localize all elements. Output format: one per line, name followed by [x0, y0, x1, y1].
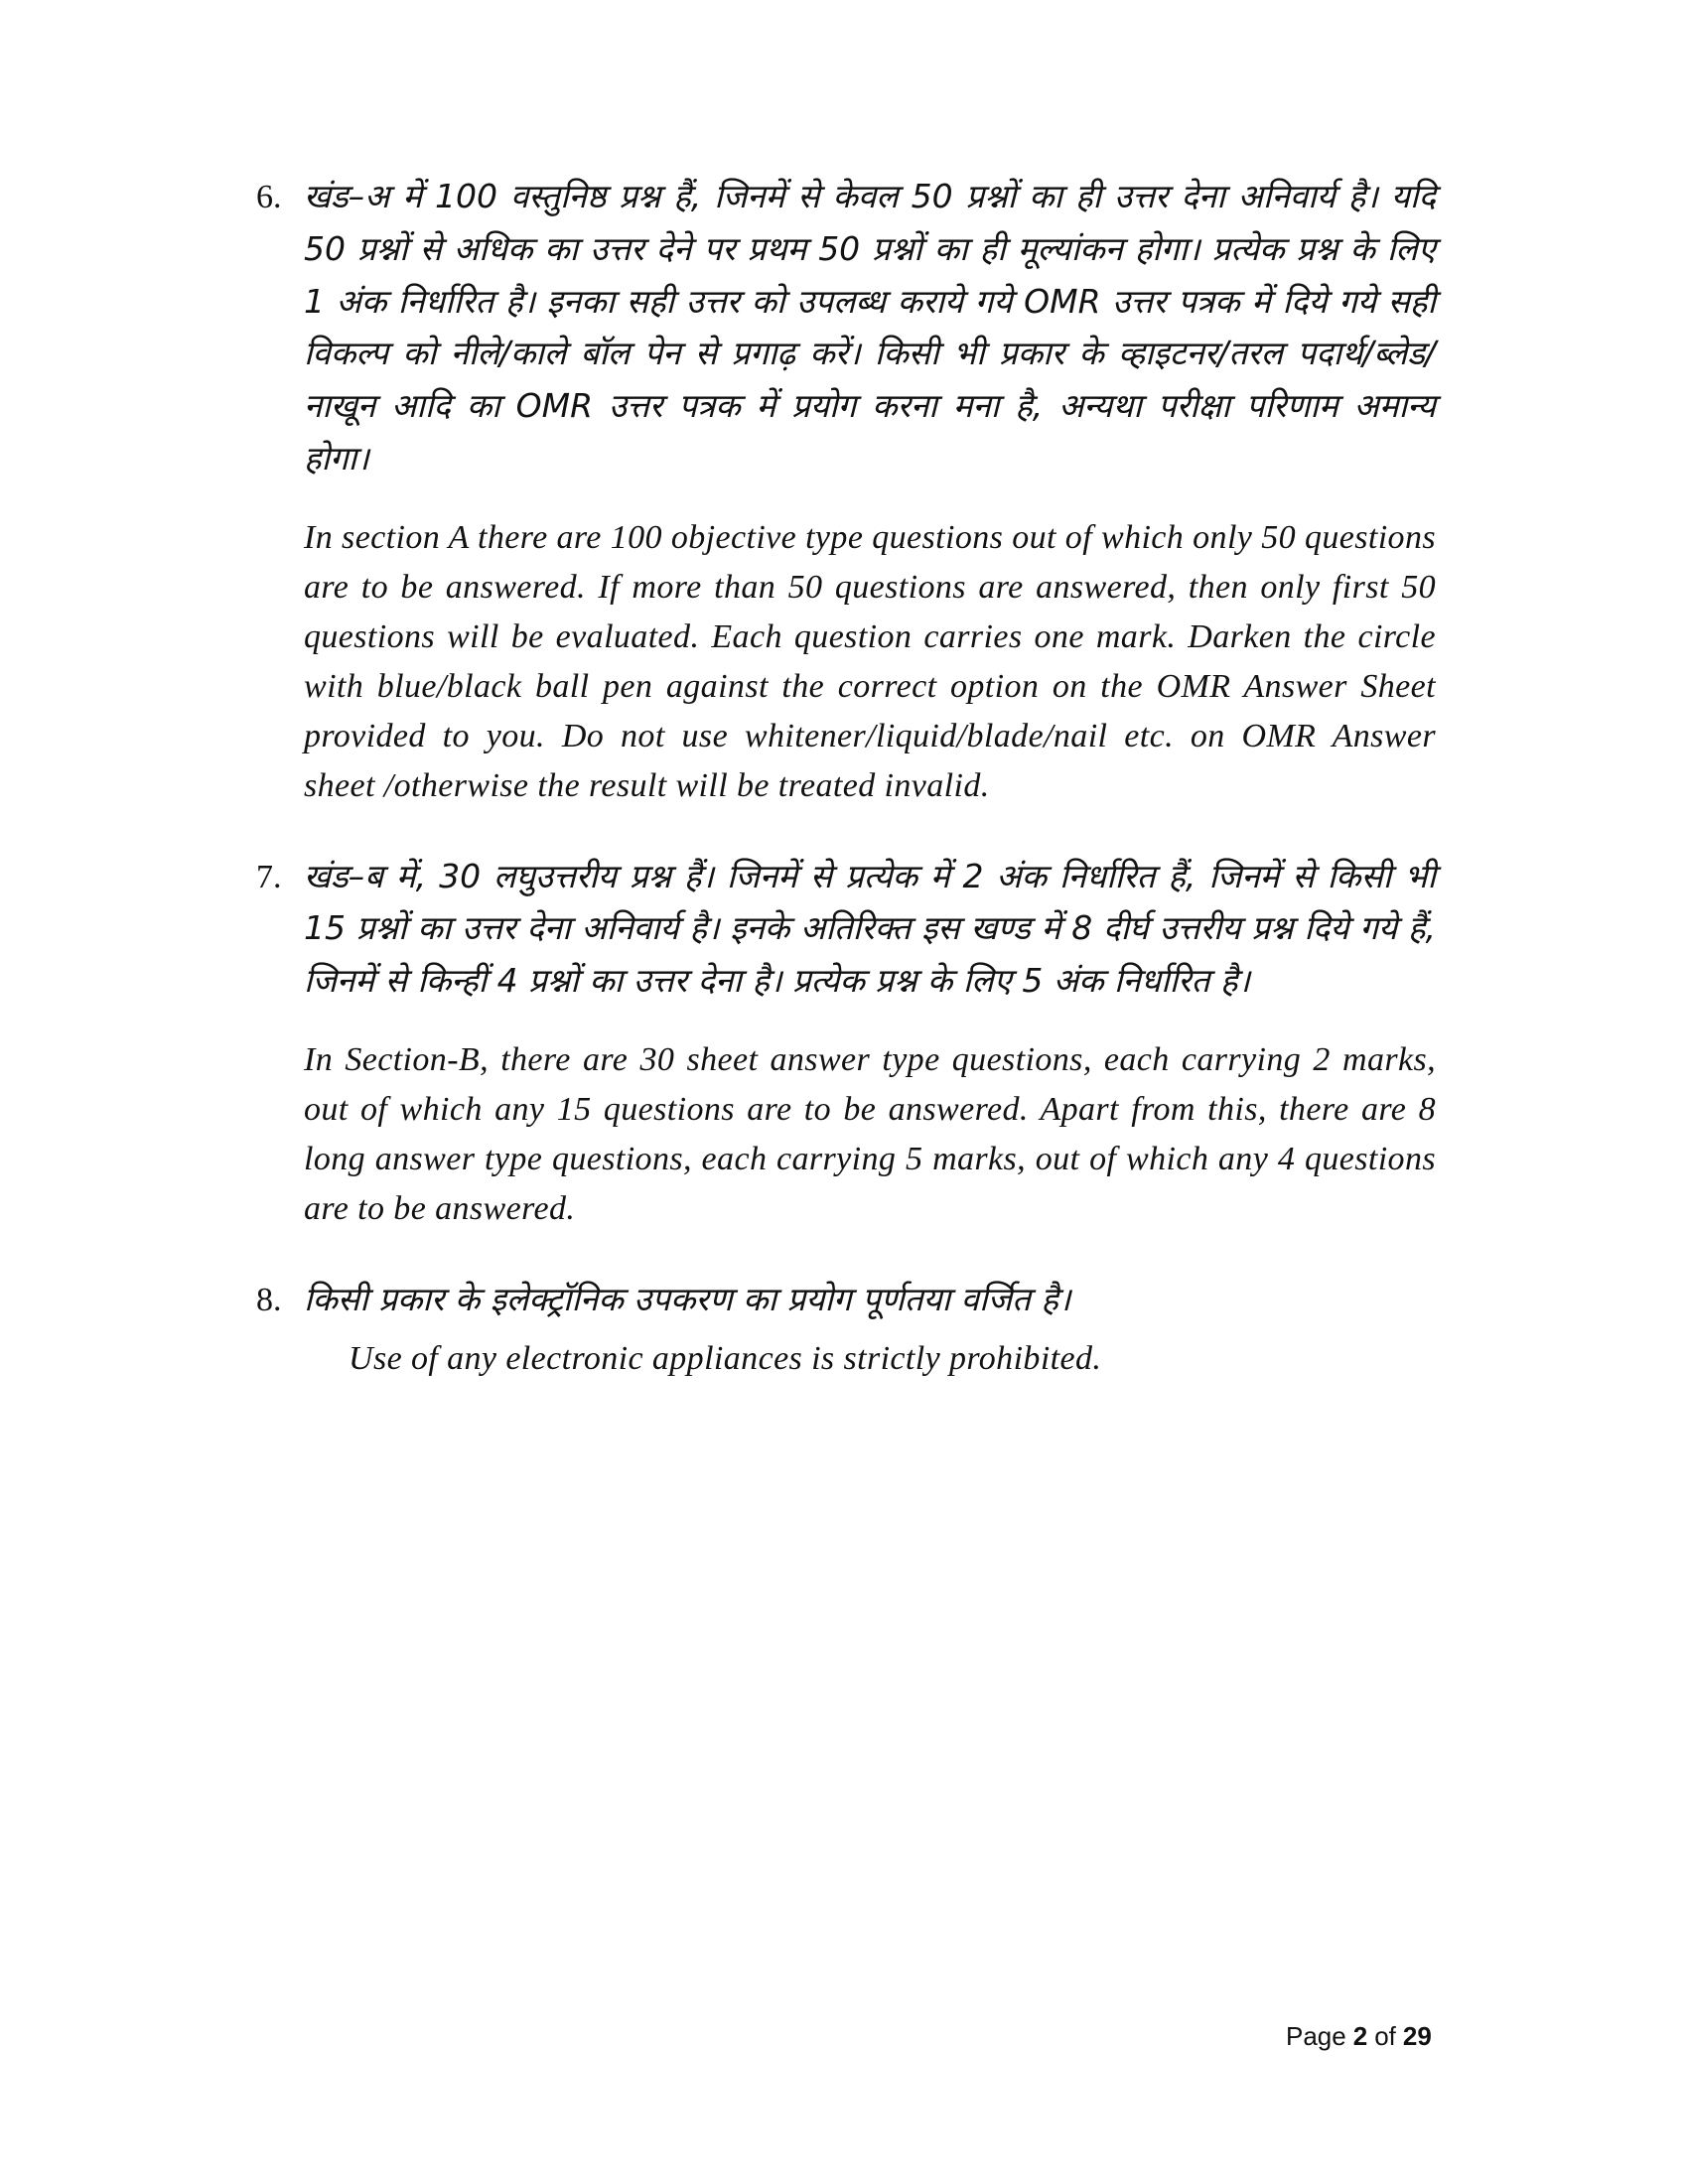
footer-of-label: of: [1374, 2021, 1396, 2051]
instruction-item-6: [256, 171, 1436, 811]
footer-total-pages: 29: [1402, 2021, 1432, 2051]
page-footer: [1286, 2021, 1432, 2052]
item-number: 7.: [256, 858, 282, 895]
item-number: 8.: [256, 1281, 282, 1318]
english-instruction-text: In section A there are 100 objective type questions out of which only 50 questions are to be answered. If more than 50 questions are answered, then only first 50 questions will be evaluated. Each question carries one mark. Darken the circle with blue/black ball pen against the correct option on the OMR Answer Sheet provided to you. Do not use whitener/liquid/blade/nail etc. on OMR Answer sheet /otherwise the result will be treated invalid.: [304, 518, 1436, 804]
english-instruction-text: Use of any electronic appliances is strictly prohibited.: [349, 1339, 1102, 1377]
english-instruction-text: In Section-B, there are 30 sheet answer type questions, each carrying 2 marks, out of which any 15 questions are to be answered. Apart from this, there are 8 long answer type questions, each carrying 5 marks, out of which any 4 questions are to be answered.: [304, 1040, 1436, 1227]
footer-current-page: 2: [1352, 2021, 1368, 2051]
item-number: 6.: [256, 179, 282, 215]
item-body: [304, 851, 1436, 1234]
footer-page-label: Page: [1286, 2021, 1346, 2051]
hindi-instruction-text: खंड–अ में 100 वस्तुनिष्ठ प्रश्न हैं, जिनमें से केवल 50 प्रश्नों का ही उत्तर देना अनिवार्य है। यदि 50 प्रश्नों से अधिक का उत्तर देने पर प्रथम 50 प्रश्नों का ही मूल्यांकन होगा। प्रत्येक प्रश्न के लिए 1 अंक निर्धारित है। इनका सही उत्तर को उपलब्ध कराये गये OMR उत्तर पत्रक में दिये गये सही विकल्प को नीले/काले बॉल पेन से प्रगाढ़ करें। किसी भी प्रकार के व्हाइटनर/तरल पदार्थ/ब्लेड/नाखून आदि का OMR उत्तर पत्रक में प्रयोग करना मना है, अन्यथा परीक्षा परिणाम अमान्य होगा।: [304, 177, 1436, 478]
hindi-instruction-text: खंड–ब में, 30 लघुउत्तरीय प्रश्न हैं। जिनमें से प्रत्येक में 2 अंक निर्धारित हैं, जिनमें से किसी भी 15 प्रश्नों का उत्तर देना अनिवार्य है। इनके अतिरिक्त इस खण्ड में 8 दीर्घ उत्तरीय प्रश्न दिये गये हैं, जिनमें से किन्हीं 4 प्रश्नों का उत्तर देना है। प्रत्येक प्रश्न के लिए 5 अंक निर्धारित है।: [304, 856, 1436, 1001]
item-body: [304, 1274, 1436, 1384]
instructions-list: [256, 171, 1436, 1384]
instruction-item-7: [256, 851, 1436, 1234]
hindi-instruction-text: किसी प्रकार के इलेक्ट्रॉनिक उपकरण का प्रयोग पूर्णतया वर्जित है।: [304, 1279, 1071, 1318]
instruction-item-8: [256, 1274, 1436, 1384]
item-body: [304, 171, 1436, 811]
